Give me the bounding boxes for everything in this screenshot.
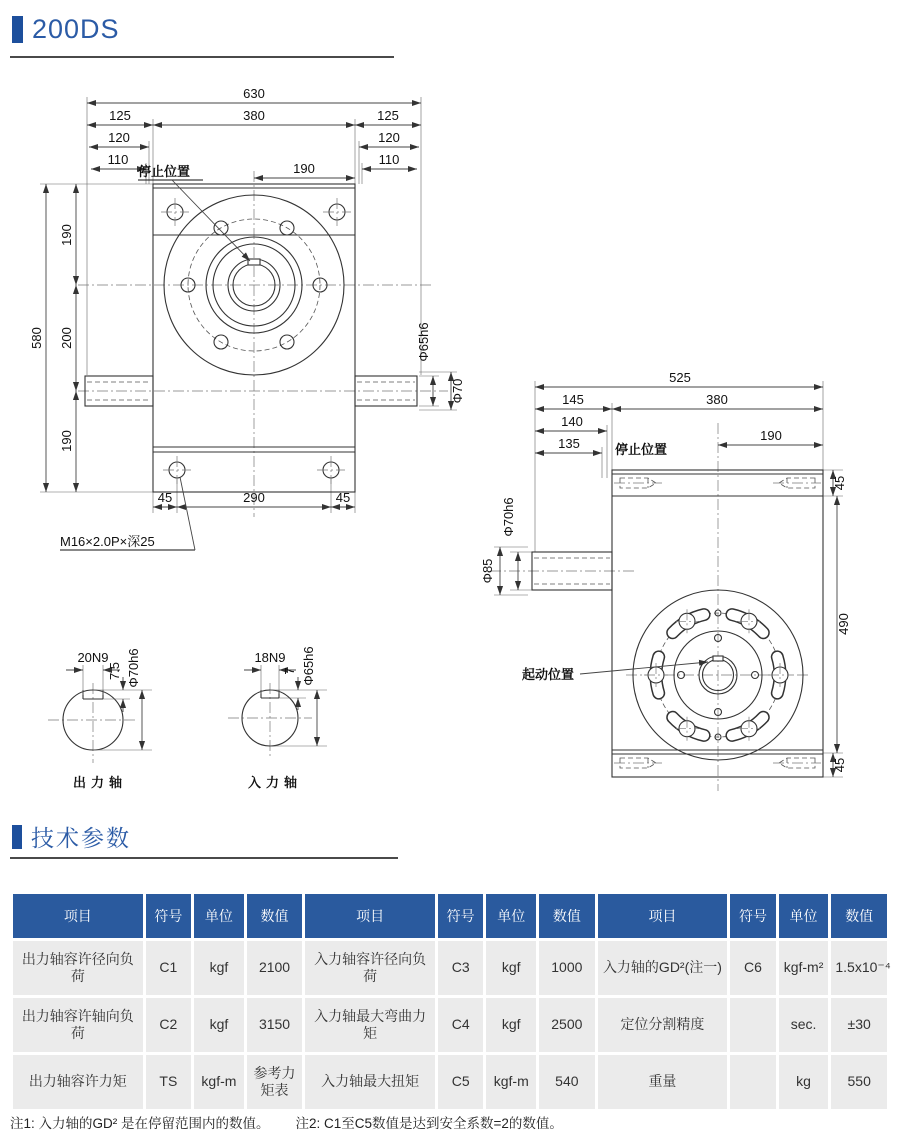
cell: 参考力矩表 <box>247 1055 303 1109</box>
cell: 入力轴容许径向负荷 <box>305 941 435 995</box>
front-dim-125-left: 125 <box>109 108 131 123</box>
front-dim-290: 290 <box>243 490 265 505</box>
cell: kgf-m <box>194 1055 244 1109</box>
cell: 1000 <box>539 941 595 995</box>
side-dim-380: 380 <box>706 392 728 407</box>
footnote-2: 注2: C1至C5数值是达到安全系数=2的数值。 <box>295 1116 563 1131</box>
cell: 1.5x10⁻⁴ <box>831 941 887 995</box>
cell: kgf-m² <box>779 941 829 995</box>
cell: 出力轴容许轴向负荷 <box>13 998 143 1052</box>
tech-params-title-block <box>12 820 131 853</box>
input-key-depth: 7 <box>282 667 297 675</box>
cell: ±30 <box>831 998 887 1052</box>
cell: 出力轴容许径向负荷 <box>13 941 143 995</box>
side-stop-position-label: 停止位置 <box>615 442 668 457</box>
front-dia-65h6: Φ65h6 <box>416 322 431 362</box>
side-dim-145: 145 <box>562 392 584 407</box>
col-symbol-1: 符号 <box>146 894 191 938</box>
front-tap-label: M16×2.0P×深25 <box>60 534 155 549</box>
front-dim-200: 200 <box>59 327 74 349</box>
col-unit-1: 单位 <box>194 894 244 938</box>
front-dim-45-left: 45 <box>157 490 173 505</box>
cell: 入力轴最大扭矩 <box>305 1055 435 1109</box>
footnotes <box>10 1112 589 1132</box>
side-dia-70h6: Φ70h6 <box>501 497 516 537</box>
col-symbol-3: 符号 <box>730 894 775 938</box>
side-start-position-label: 起动位置 <box>522 667 575 682</box>
input-shaft-section <box>228 646 327 790</box>
cell: C1 <box>146 941 191 995</box>
tech-params-title: 技术参数 <box>31 825 131 851</box>
cell: C2 <box>146 998 191 1052</box>
footnote-1: 注1: 入力轴的GD² 是在停留范围内的数值。 <box>10 1116 270 1131</box>
cell: 2100 <box>247 941 303 995</box>
input-shaft-dia: Φ65h6 <box>301 646 316 686</box>
cell: 2500 <box>539 998 595 1052</box>
cell: 540 <box>539 1055 595 1109</box>
cell: kgf <box>194 998 244 1052</box>
cell: kg <box>779 1055 829 1109</box>
cell: 3150 <box>247 998 303 1052</box>
front-dim-110-left: 110 <box>107 152 129 167</box>
front-dim-580: 580 <box>29 327 44 349</box>
front-dim-120-left: 120 <box>108 130 130 145</box>
section-underline <box>10 857 398 859</box>
front-dim-190-top: 190 <box>293 161 315 176</box>
cell: TS <box>146 1055 191 1109</box>
front-centerlines <box>78 171 448 517</box>
col-unit-2: 单位 <box>486 894 536 938</box>
cell: 入力轴最大弯曲力矩 <box>305 998 435 1052</box>
shaft-detail-drawings <box>30 615 450 810</box>
front-stop-position-label: 停止位置 <box>138 164 191 179</box>
input-key-width: 18N9 <box>254 650 286 665</box>
output-shaft-label: 出力轴 <box>72 775 128 790</box>
cell: C3 <box>438 941 483 995</box>
side-dim-525: 525 <box>669 370 691 385</box>
spec-row-3 <box>13 1055 887 1109</box>
cell: 550 <box>831 1055 887 1109</box>
side-dim-190: 190 <box>760 428 782 443</box>
col-item-3: 项目 <box>598 894 728 938</box>
col-value-1: 数值 <box>247 894 303 938</box>
title-accent-bar-icon <box>12 16 23 43</box>
side-dim-135: 135 <box>558 436 580 451</box>
cell: 重量 <box>598 1055 728 1109</box>
front-dim-110-right: 110 <box>378 152 400 167</box>
front-dim-125-right: 125 <box>377 108 399 123</box>
output-key-width: 20N9 <box>77 650 109 665</box>
spec-row-1 <box>13 941 887 995</box>
spec-table <box>10 891 890 1112</box>
side-dim-140: 140 <box>561 414 583 429</box>
output-shaft-dia: Φ70h6 <box>126 648 141 688</box>
col-symbol-2: 符号 <box>438 894 483 938</box>
cell: 定位分割精度 <box>598 998 728 1052</box>
cell: kgf <box>486 941 536 995</box>
side-dim-490: 490 <box>836 613 851 635</box>
side-dim-45-bottom: 45 <box>832 757 847 773</box>
front-tap-leader-line <box>180 477 195 550</box>
cell: C4 <box>438 998 483 1052</box>
side-view-drawing <box>480 365 900 800</box>
side-dia-85: Φ85 <box>480 558 495 584</box>
cell: 入力轴的GD²(注一) <box>598 941 728 995</box>
side-start-leader-line <box>580 662 708 674</box>
front-dim-190-lower: 190 <box>59 430 74 452</box>
title-underline <box>10 56 394 58</box>
col-item-1: 项目 <box>13 894 143 938</box>
cell <box>730 1055 775 1109</box>
side-dim-45-top: 45 <box>832 475 847 491</box>
front-dia-70: Φ70 <box>450 378 465 404</box>
front-view-drawing <box>20 85 490 590</box>
cell: kgf <box>194 941 244 995</box>
front-dim-630: 630 <box>243 86 265 101</box>
col-value-3: 数值 <box>831 894 887 938</box>
front-dim-120-right: 120 <box>378 130 400 145</box>
cell: C5 <box>438 1055 483 1109</box>
cell: sec. <box>779 998 829 1052</box>
front-stop-leader-line <box>172 180 250 261</box>
output-key-depth: 7.5 <box>107 661 122 681</box>
front-dim-190-upper: 190 <box>59 224 74 246</box>
output-shaft-section <box>48 648 152 790</box>
front-mount-holes <box>161 198 351 484</box>
spec-header-row <box>13 894 887 938</box>
section-accent-bar-icon <box>12 825 22 849</box>
input-shaft-label: 入力轴 <box>247 775 303 790</box>
cell: 出力轴容许力矩 <box>13 1055 143 1109</box>
front-dim-45-right: 45 <box>335 490 351 505</box>
front-body-outline <box>85 184 417 492</box>
spec-row-2 <box>13 998 887 1052</box>
cell: kgf-m <box>486 1055 536 1109</box>
front-dim-380: 380 <box>243 108 265 123</box>
side-centerlines <box>490 423 821 791</box>
col-unit-3: 单位 <box>779 894 829 938</box>
col-item-2: 项目 <box>305 894 435 938</box>
cell: kgf <box>486 998 536 1052</box>
cell <box>730 998 775 1052</box>
cell: C6 <box>730 941 775 995</box>
col-value-2: 数值 <box>539 894 595 938</box>
page-title: 200DS <box>32 14 120 44</box>
page-title-block <box>12 14 120 45</box>
